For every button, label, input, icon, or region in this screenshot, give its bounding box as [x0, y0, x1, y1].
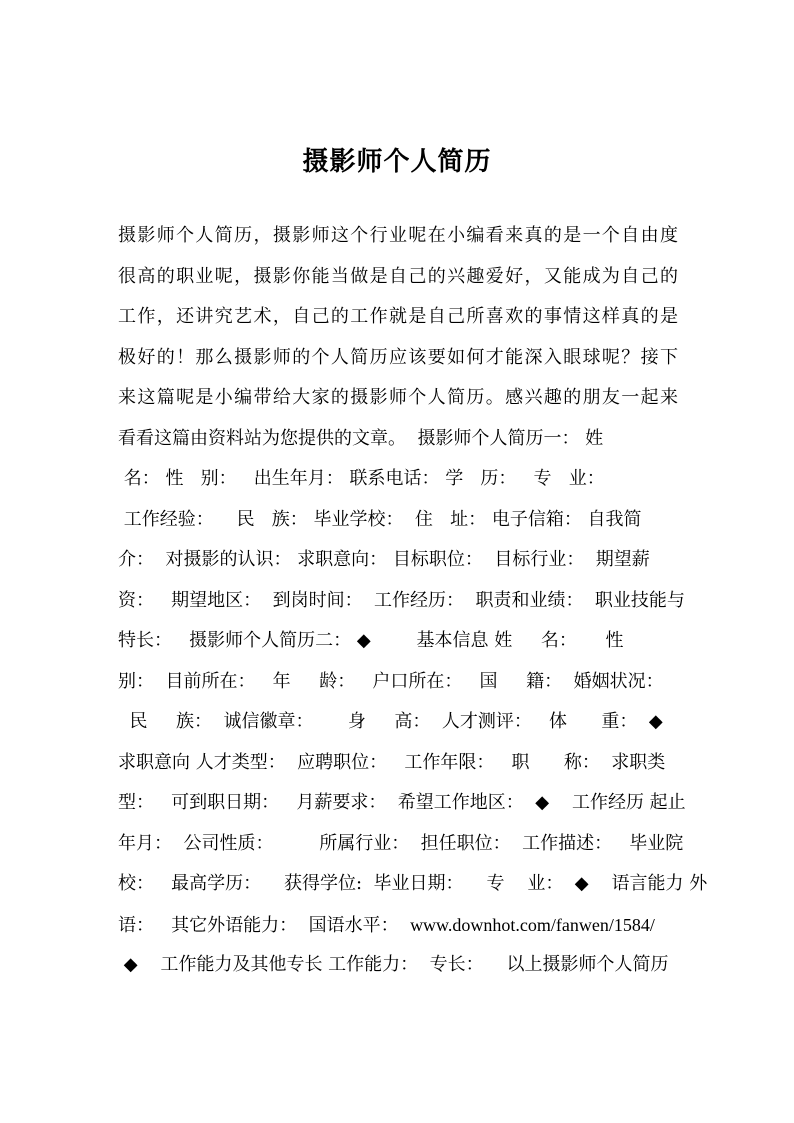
source-url-link[interactable]: www.downhot.com/fanwen/1584/ — [410, 914, 655, 935]
body-line: 极好的！那么摄影师的个人简历应该要如何才能深入眼球呢？接下 — [118, 346, 678, 368]
body-line-with-url — [118, 905, 678, 946]
body-line: 别： 目前所在： 年 龄： 户口所在： 国 籍： 婚姻状况： — [118, 670, 664, 692]
body-line: 型： 可到职日期： 月薪要求： 希望工作地区： ◆ 工作经历 起止 — [118, 792, 686, 813]
body-line: 工作，还讲究艺术，自己的工作就是自己所喜欢的事情这样真的是 — [118, 306, 678, 327]
body-line: 名： 性 别： 出生年月： 联系电话： 学 历： 专 业： — [118, 468, 605, 489]
body-line: 摄影师个人简历，摄影师这个行业呢在小编看来真的是一个自由度 — [118, 225, 678, 246]
body-line: 校： 最高学历： 获得学位: 毕业日期： 专 业： ◆ 语言能力 外 — [118, 873, 708, 894]
body-line: 年月： 公司性质： 所属行业： 担任职位： 工作描述： 毕业院 — [118, 832, 684, 854]
body-line: 介： 对摄影的认识： 求职意向： 目标职位： 目标行业： 期望薪 — [118, 549, 650, 570]
body-line: 来这篇呢是小编带给大家的摄影师个人简历。感兴趣的朋友一起来 — [118, 387, 678, 408]
body-line: 特长： 摄影师个人简历二： ◆ 基本信息 姓 名： 性 — [118, 630, 624, 651]
body-line: 民 族： 诚信徽章： 身 高： 人才测评： 体 重： ◆ — [118, 711, 663, 732]
body-line: 看看这篇由资料站为您提供的文章。 摄影师个人简历一： 姓 — [118, 427, 604, 449]
body-line: ◆ 工作能力及其他专长 工作能力： 专长： 以上摄影师个人简历 — [118, 954, 669, 975]
document-title: 摄影师个人简历 — [302, 147, 492, 177]
body-line: 资： 期望地区： 到岗时间： 工作经历： 职责和业绩： 职业技能与 — [118, 589, 685, 611]
body-line: 很高的职业呢，摄影你能当做是自己的兴趣爱好，又能成为自己的 — [118, 265, 678, 287]
body-line: 求职意向 人才类型： 应聘职位： 工作年限： 职 称： 求职类 — [118, 751, 666, 773]
body-line: 工作经验： 民 族： 毕业学校： 住 址： 电子信箱： 自我简 — [118, 508, 642, 530]
body-line-text: 语： 其它外语能力： 国语水平： — [118, 914, 411, 936]
document-body — [118, 216, 708, 986]
